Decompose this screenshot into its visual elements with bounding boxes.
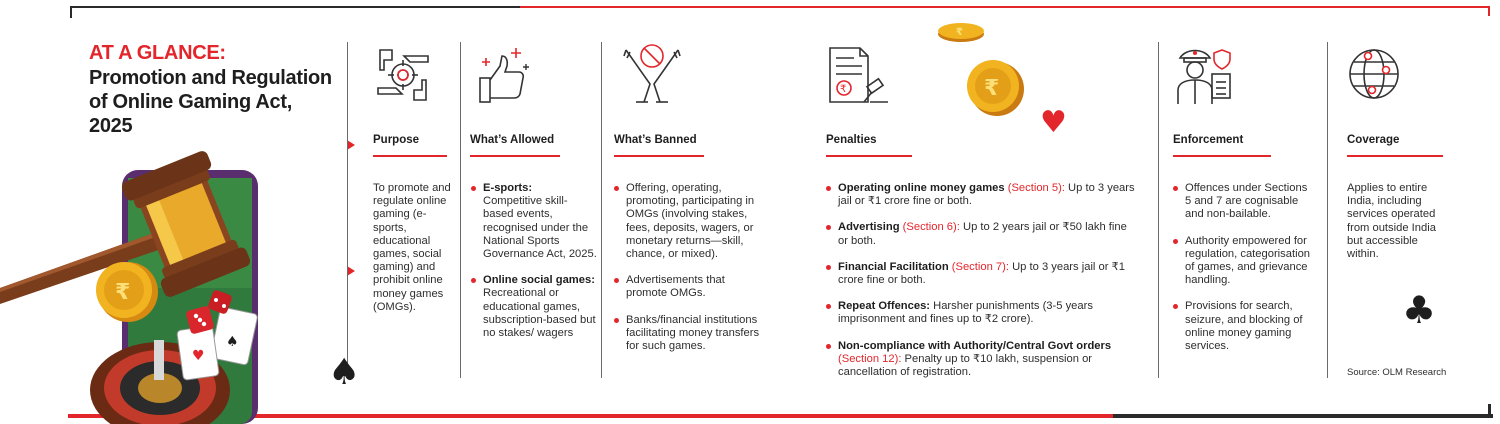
document-gavel-icon — [826, 44, 892, 106]
allowed-list — [470, 182, 598, 353]
pointer-arrow — [347, 140, 355, 150]
frame-corner-tick-right — [1488, 6, 1490, 16]
page-title: Promotion and Regulation of Online Gaming Act, 2025 — [89, 67, 332, 137]
coin-icon — [936, 20, 986, 44]
item-label: Advertising — [838, 221, 900, 234]
club-icon: ♣ — [1402, 288, 1437, 332]
column-heading-purpose: Purpose — [373, 134, 420, 146]
column-heading-coverage: Coverage — [1347, 134, 1400, 146]
frame-line-top-left — [70, 6, 520, 8]
list-item — [825, 300, 1135, 326]
list-item: Advertisements that promote OMGs. — [613, 274, 763, 300]
source-note: Source: OLM Research — [1347, 367, 1447, 378]
column-heading-banned: What’s Banned — [614, 134, 697, 146]
list-item: Provisions for search, seizure, and blocking of online money gaming services. — [1172, 300, 1314, 353]
frame-line-bottom-right — [1113, 414, 1493, 418]
list-item: Offering, operating, promoting, participating in OMGs (involving stakes, fees, deposits, wagers, or monetary returns—skill, chance, or mixed). — [613, 182, 763, 261]
item-label: Online social games: — [483, 274, 595, 287]
heading-underline — [373, 155, 447, 157]
frame-corner-tick-bottom — [1488, 404, 1491, 418]
svg-text:♠: ♠ — [226, 334, 239, 350]
heading-underline — [1347, 155, 1443, 157]
list-item — [825, 221, 1135, 247]
police-officer-icon — [1174, 44, 1234, 106]
svg-text:♥: ♥ — [192, 348, 205, 364]
list-item: Authority empowered for regulation, categorisation of games, and grievance handling. — [1172, 235, 1314, 288]
column-divider — [1327, 42, 1328, 378]
svg-text:₹: ₹ — [956, 27, 963, 38]
heading-underline — [614, 155, 704, 157]
item-section: (Section 5): — [1007, 182, 1065, 194]
title-kicker: AT A GLANCE: — [89, 42, 226, 64]
gaming-gavel-illustration — [0, 140, 330, 424]
list-item: Banks/financial institutions facilitating money transfers for such games. — [613, 314, 763, 354]
spade-icon: ♠ — [328, 352, 361, 393]
heading-underline — [1173, 155, 1271, 157]
list-item: Offences under Sections 5 and 7 are cognisable and non-bailable. — [1172, 182, 1314, 222]
item-label: Financial Facilitation — [838, 260, 949, 273]
item-text: Penalty up to ₹10 lakh, suspension or cancellation of registration. — [838, 352, 1093, 379]
item-text: Competitive skill-based events, recognised under the National Sports Governance Act, 2025. — [483, 195, 597, 261]
item-label: Repeat Offences: — [838, 300, 931, 313]
penalties-list — [825, 182, 1135, 392]
column-divider — [347, 42, 348, 378]
target-hands-icon — [372, 44, 434, 106]
thumbs-up-sparkle-icon — [476, 44, 532, 106]
banned-list — [613, 182, 763, 366]
coin-icon — [964, 56, 1026, 118]
list-item — [825, 340, 1135, 380]
item-label: E-sports: — [483, 182, 533, 194]
column-divider — [460, 42, 461, 378]
frame-corner-tick — [70, 6, 72, 18]
item-label: Operating online money games — [838, 182, 1005, 194]
list-item — [825, 261, 1135, 287]
item-text: Up to 2 years jail or ₹50 lakh fine or both. — [838, 221, 1127, 247]
item-section: (Section 6): — [902, 221, 960, 234]
heart-icon: ♥ — [1040, 105, 1067, 140]
item-text: Up to 3 years jail or ₹1 crore fine or both. — [838, 182, 1135, 208]
column-heading-allowed: What’s Allowed — [470, 134, 555, 146]
heading-underline — [470, 155, 560, 157]
item-text: Recreational or educational games, subscription-based but no stakes/ wagers — [483, 287, 596, 340]
column-divider — [601, 42, 602, 378]
item-text: Up to 3 years jail or ₹1 crore fine or both. — [838, 260, 1125, 287]
column-heading-penalties: Penalties — [826, 134, 877, 146]
item-text: Harsher punishments (3-5 years imprisonment and fines up to ₹2 crore). — [838, 300, 1093, 326]
list-item — [825, 182, 1135, 208]
crossed-hands-ban-icon — [620, 40, 684, 106]
coverage-text: Applies to entire India, including services operated from outside India but accessible within. — [1347, 182, 1436, 261]
svg-text:₹: ₹ — [840, 84, 847, 95]
globe-network-icon — [1346, 44, 1402, 104]
enforcement-list — [1172, 182, 1314, 366]
pointer-arrow — [347, 266, 355, 276]
svg-text:₹: ₹ — [115, 280, 131, 305]
purpose-text: To promote and regulate online gaming (e-sports, educational games, social gaming) and prohibit online money games (OMGs). — [373, 182, 451, 313]
heading-underline — [826, 155, 912, 157]
frame-line-top-right — [520, 6, 1490, 8]
item-section: (Section 7): — [951, 260, 1009, 273]
list-item — [470, 182, 598, 261]
column-heading-enforcement: Enforcement — [1173, 134, 1244, 146]
svg-text:₹: ₹ — [984, 76, 1000, 101]
column-divider — [1158, 42, 1159, 378]
item-label: Non-compliance with Authority/Central Govt orders — [838, 339, 1112, 352]
list-item — [470, 274, 598, 340]
item-section: (Section 12): — [838, 352, 902, 365]
